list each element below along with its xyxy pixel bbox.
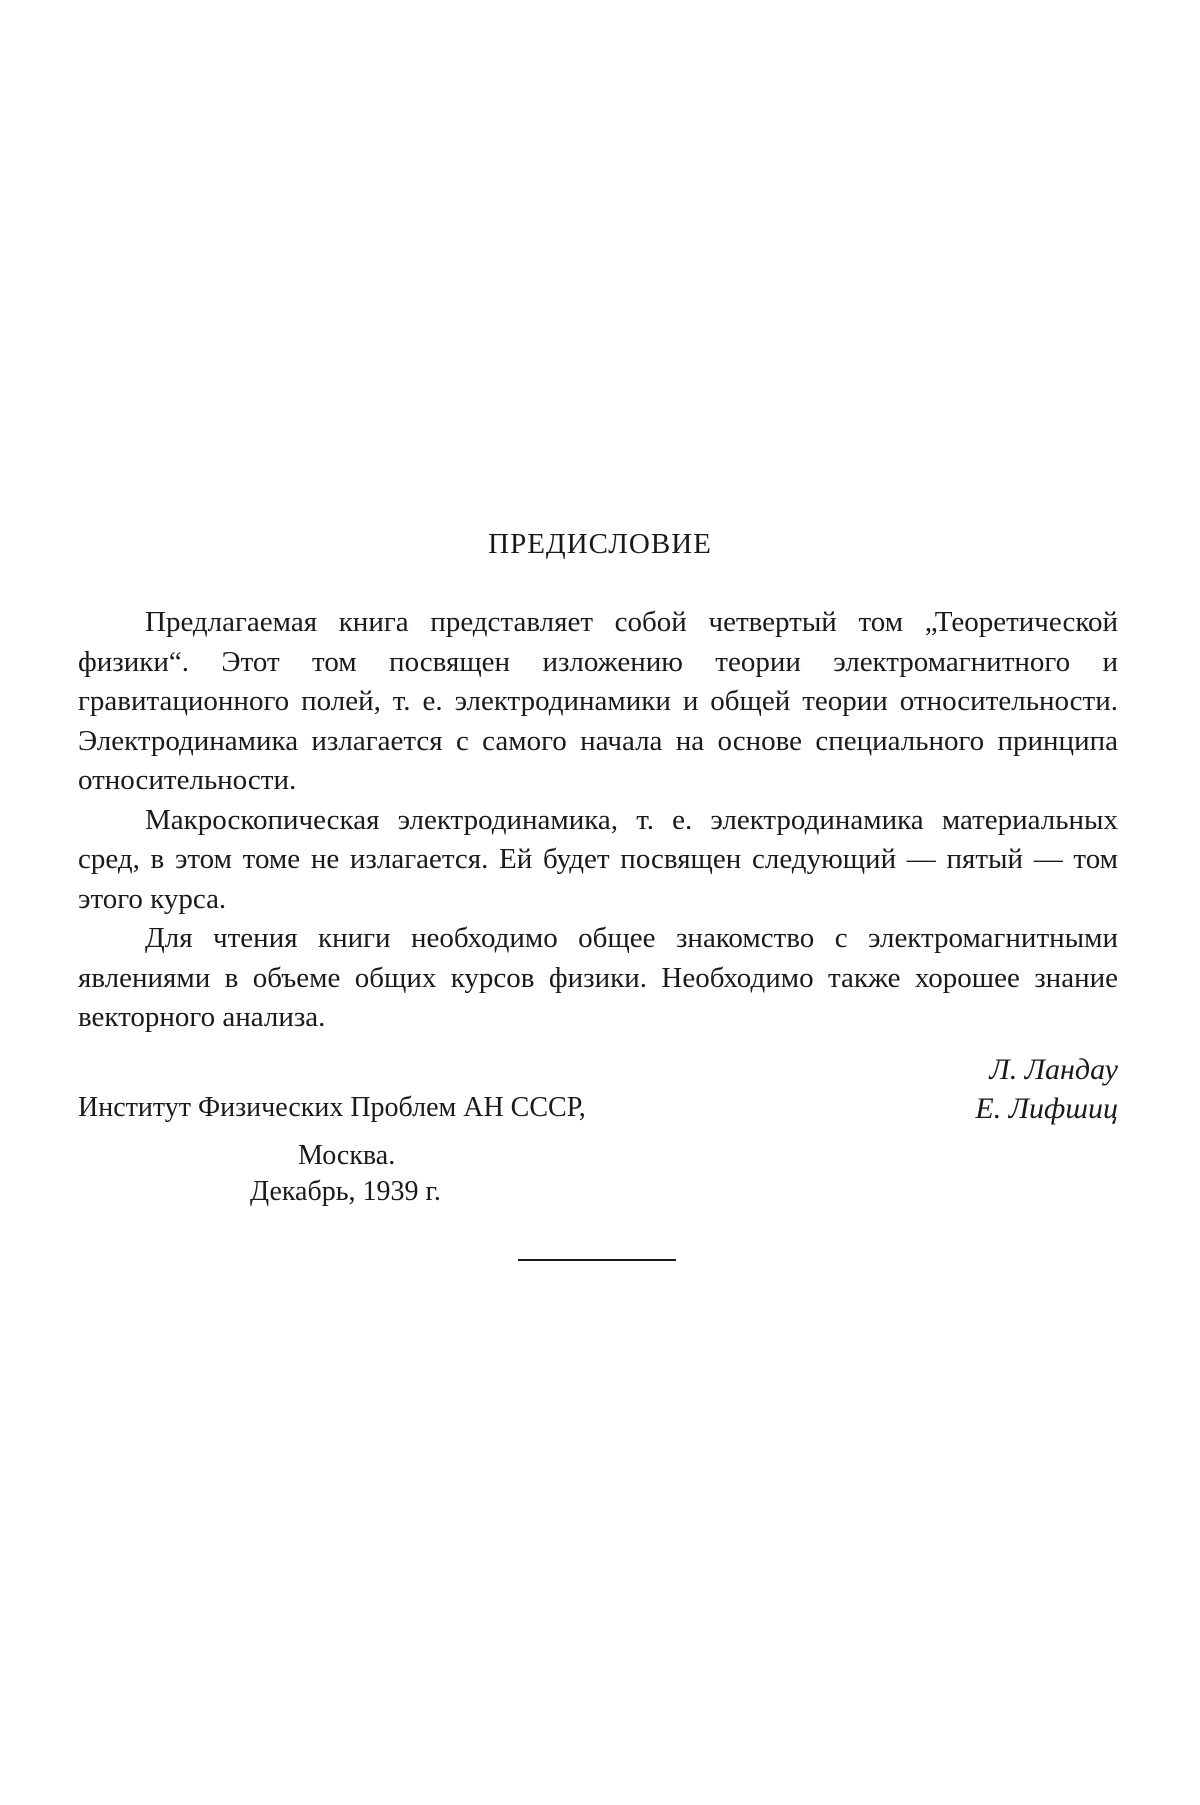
author-signature-landau: Л. Ландау — [989, 1053, 1118, 1086]
institute-name: Институт Физических Проблем АН СССР, — [78, 1092, 586, 1123]
city-name: Москва. — [298, 1140, 396, 1171]
paragraph-3: Для чтения книги необходимо общее знакомство с электромагнитными явлениями в объеме общих курсов физики. Необходимо также хорошее знание векторного анализа. — [78, 922, 1118, 1033]
preface-body — [78, 603, 1118, 1038]
paragraph-2: Макроскопическая электродинамика, т. е. электродинамика материальных сред, в этом томе не излагается. Ей будет посвящен следующий — пятый — том этого курса. — [78, 803, 1118, 915]
closing-rule — [518, 1259, 676, 1261]
preface-title: ПРЕДИСЛОВИЕ — [488, 528, 712, 560]
paragraph-1: Предлагаемая книга представляет собой четвертый том „Теоретической физики“. Этот том посвящен изложению теории электромагнитного и гравитационного полей, т. е. электродинамики и общей теории относительности. Электродинамика излагается с самого начала на основе специального принципа относительности. — [78, 606, 1118, 796]
preface-date: Декабрь, 1939 г. — [250, 1176, 441, 1207]
author-signature-lifshitz: Е. Лифшиц — [975, 1092, 1118, 1125]
